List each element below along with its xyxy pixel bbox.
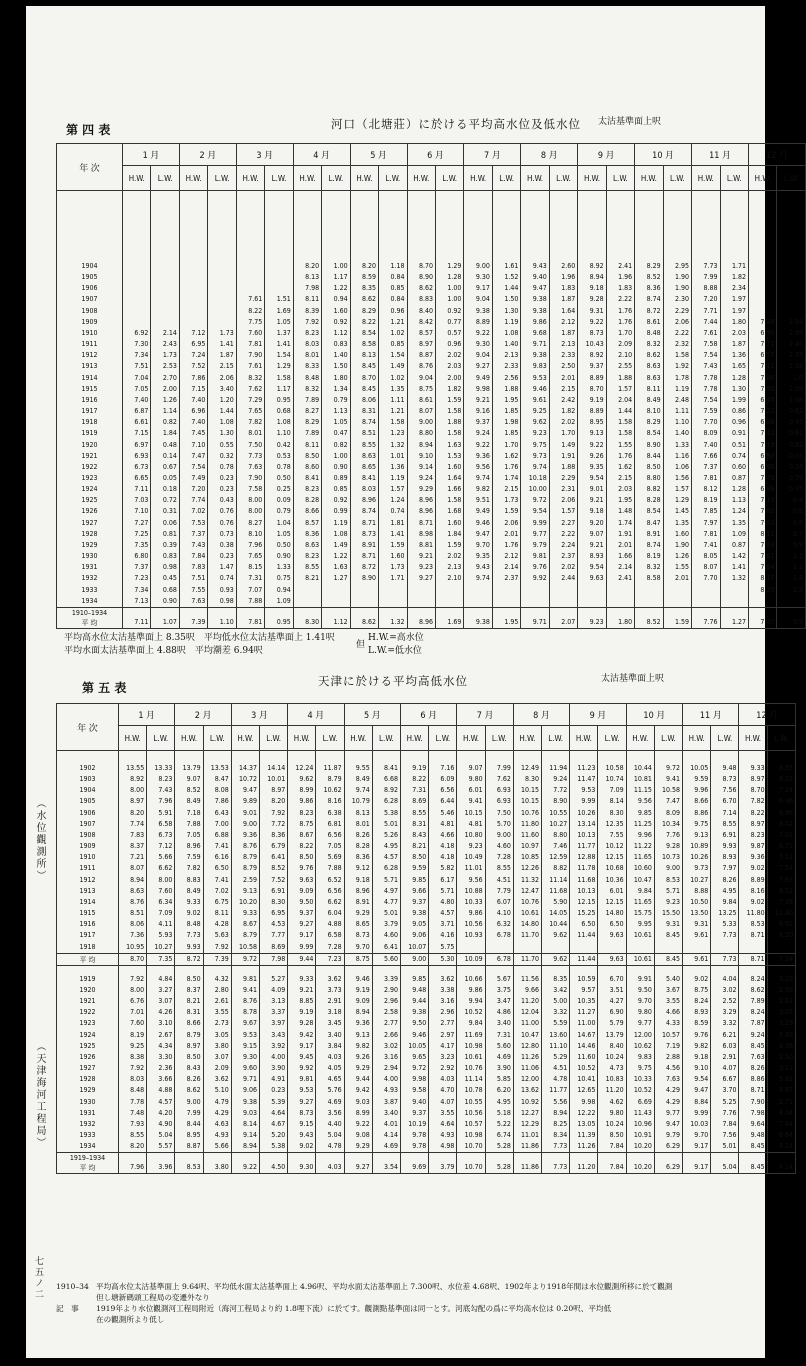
table5-value-column: 9.02 8.75 8.24 8.93 8.59 9.76 9.82 9.18 9.10 9.54 9.47 8.84 9.99 10.03 9.70 9.17: [683, 965, 711, 1153]
table4-value-column: 7.61 8.22 7.75 7.60 7.81 7.90 7.61 8.32 7.62 7.29 7.65 7.82 8.01 7.50 7.73 7.63 7.90 7.58 8.00 8.00 8.27 8.10 7.96 7.65 8.15 7.31 7.07 7.88: [236, 191, 264, 608]
table5-lw-header: L.W.: [485, 726, 513, 751]
table5-average-value: 11.70: [513, 953, 541, 965]
table5-month-header: 10 月: [626, 704, 682, 726]
table4-hw-header: H.W.: [748, 166, 776, 191]
table5-average-value: 9.17: [683, 1153, 711, 1174]
table4-hw-header: H.W.: [179, 166, 207, 191]
table4-value-column: 9.43 9.40 9.47 9.38 9.38 9.86 9.68 9.71 9.38 9.83 9.53 9.46 9.61 9.25 9.62 9.23 9.75 9.73 9.74 10.18 10.00 9.72 9.54 9.99 9.77 9.79 9.81 9.76 9.92: [521, 191, 549, 608]
table5-average-value: 10.20: [626, 1153, 654, 1174]
table5-value-column: 10.05 9.59 9.96 8.66 8.86 9.75 9.13 10.89 10.26 9.73 10.27 8.88 10.50 13.50 9.31 9.61: [683, 751, 711, 954]
table4-legend-hw: H.W.=高水位: [368, 633, 424, 643]
table5-hw-header: H.W.: [288, 726, 316, 751]
table4-value-column: 6.92 7.30 7.34 7.51 7.04 7.05 7.40 6.87 6.61 7.15 6.97 6.93 6.73 6.65 7.11 7.03 7.10 7.27 7.25 7.35 6.80 7.37 7.23 7.34 7.13: [123, 191, 151, 608]
table4-lw-header: L.W.: [720, 166, 748, 191]
table4-average-value: 1.32: [379, 607, 407, 628]
table4-value-column: 1.00 1.17 1.22 0.94 1.60 0.92 1.12 0.83 1.40 1.50 1.80 1.34 0.79 1.13 1.05 0.47 0.82 1.00 0.90 0.89 0.85 0.92 0.99 1.19 1.08 1.49 1.22 1.63 1.27: [322, 191, 350, 608]
table5-value-column: 12.49 8.30 10.15 10.15 10.76 11.80 11.60 10.97 10.85 12.26 11.32 12.47 10.76 10.61 14.80 11.70: [513, 751, 541, 954]
table5-average-value: 7.39: [203, 953, 231, 965]
table4-datum: 太沽基準面上呎: [598, 117, 662, 127]
table4-value-column: 7.12 6.95 7.24 7.52 7.86 7.15 7.40 6.96 7.40 7.45 7.10 7.47 7.54 7.49 7.20 7.74 7.02 7.53 7.37 7.43 7.84 7.83 7.51 7.55 7.63: [179, 191, 207, 608]
table5-value-column: 7.92 8.00 6.76 7.01 7.60 8.19 9.25 8.38 7.92 8.03 8.48 7.78 7.48 7.93 8.55 8.20: [119, 965, 147, 1153]
table4-lw-header: L.W.: [606, 166, 634, 191]
table5-hw-header: H.W.: [457, 726, 485, 751]
table5-month-header: 7 月: [457, 704, 513, 726]
table4-value-column: 2.60 1.96 1.83 1.87 1.64 2.12 1.87 2.13 2.33 2.50 2.01 2.15 2.42 1.82 2.02 1.70 1.49 1.91 1.88 2.29 2.31 2.06 1.57 2.27 2.22 2.24 2.37 2.02 2.44: [549, 191, 577, 608]
table4-month-header: 12 月: [748, 144, 805, 166]
footnote-line-4: 在の觀測所より低し: [96, 1315, 165, 1324]
table4-value-column: 8.20 8.13 7.98 8.11 8.39 7.92 8.23 8.03 8.01 8.33 8.48 8.32 7.89 8.27 8.29 7.89 8.11 8.50 8.60 8.41 8.23 8.28 8.66 8.57 8.36 8.63 8.23 8.55 8.21: [293, 191, 321, 608]
table5-month-header: 6 月: [401, 704, 457, 726]
table5-average-value: 4.50: [260, 1153, 288, 1174]
table5-average-value: 3.54: [372, 1153, 400, 1174]
table4-value-column: 7.73 7.99 8.88 7.20 7.71 7.44 7.61 7.58 7.54 7.43 7.78 7.78 7.54 7.59 7.70 8.09 7.40 7.66 7.37 7.81 8.12 8.19 7.85 7.97 7.81 7.41 8.05 8.07 7.70: [692, 191, 720, 608]
side-label-gauge: （水位觀測所）: [34, 798, 45, 882]
table5-average-value: 8.72: [175, 953, 203, 965]
table5-average-value: 8.45: [654, 953, 682, 965]
table5-average-value: 11.86: [513, 1153, 541, 1174]
table5-value-column: 11.56 9.66 11.20 12.04 11.00 10.47 12.80 11.26 11.06 12.00 13.62 10.92 12.27 12.29 11.01 11.86: [513, 965, 541, 1153]
table5-value-column: 9.91 9.50 9.70 9.80 9.77 12.00 10.62 9.83 9.75 10.33 10.52 6.69 11.43 10.96 10.91 10.20: [626, 965, 654, 1153]
table5-value-column: 10.66 9.86 9.94 10.52 9.84 11.69 10.98 10.61 10.76 11.14 10.78 10.55 10.56 10.57 10.98 10.70: [457, 965, 485, 1153]
table4-month-header: 10 月: [635, 144, 692, 166]
table4-title: 河口（北塘莊）に於ける平均高水位及低水位: [331, 117, 581, 131]
table4-value-column: 2.95 1.90 1.90 2.30 2.29 2.06 2.22 2.32 1.58 1.92 1.78 1.19 2.48 1.11 1.10 1.40 1.33 1.16 1.06 1.56 1.57 1.29 1.45 1.35 1.60 1.90 1.26 1.55 2.01: [663, 191, 691, 608]
table4-hw-header: H.W.: [635, 166, 663, 191]
table5-value-column: 9.48 8.73 7.56 6.70 7.14 8.55 6.91 9.93 8.93 7.97 8.26 4.95 9.84 13.25 5.33 7.73: [711, 751, 739, 954]
table5-average-value: 9.22: [231, 1153, 259, 1174]
table4-note-1: 平均高水位太沽基準面上 8.35呎 平均低水位太沽基準面上 1.41呎: [64, 633, 335, 643]
table4-lw-header: L.W.: [265, 166, 293, 191]
table4-average-value: 0.95: [265, 607, 293, 628]
table4-month-header: 1 月: [123, 144, 180, 166]
table4-hw-header: H.W.: [293, 166, 321, 191]
table5-average-value: 11.44: [570, 953, 598, 965]
table4-value-column: 8.20 8.59 8.35 8.62 8.29 8.22 8.54 8.58 8.13 8.45 8.70 8.45 8.06 8.31 8.74 8.51 8.55 8.63 8.65 8.41 8.03 8.96 8.74 8.71 8.73 8.91 8.71 8.72 8.90: [350, 191, 378, 608]
document-page: [26, 6, 803, 1358]
table5-average-value: 10.61: [626, 953, 654, 965]
table4-average-value: 9.71: [521, 607, 549, 628]
footnote-line-3: 記 事 1919年より水位觀測河工程局附近（海河工程局より約 1.8哩下流）に於てす。觀測點基準面は同一とす。河底勾配の爲に平均高水位は 0.20呎、平均低: [56, 1304, 612, 1313]
table4-month-header: 9 月: [578, 144, 635, 166]
table4-hw-header: H.W.: [521, 166, 549, 191]
table5-value-column: 9.55 8.49 9.74 10.79 8.13 8.01 8.26 8.28 8.36 9.12 9.18 8.96 8.91 9.29 8.65 8.73 9.70: [344, 751, 372, 954]
table5-average-value: 9.69: [401, 1153, 429, 1174]
table4-month-header: 11 月: [692, 144, 749, 166]
table5-year-list: 1902 1903 1904 1905 1906 1907 1908 1909 1910 1911 1912 1913 1914 1915 1916 1917 1918: [57, 751, 119, 954]
table5-hw-header: H.W.: [739, 726, 767, 751]
table5-value-column: 14.14 10.01 8.97 8.20 7.92 7.72 8.36 6.79 6.41 8.52 7.52 6.91 8.30 6.95 4.53 7.77 8.69: [260, 751, 288, 954]
table4-average-row: [57, 607, 806, 628]
table4-average-value: 1.95: [492, 607, 520, 628]
table5-average-value: 6.29: [654, 1153, 682, 1174]
table5-average-value: 9.44: [288, 953, 316, 965]
table5-value-column: 8.95 8.12 7.24 6.86 6.96 8.42 7.01 8.73 7.11 7.54 7.63 6.52 7.39 11.40 6.92 8.20: [767, 751, 795, 954]
table5-average-value: 9.27: [344, 1153, 372, 1174]
table4-average-value: 8.96: [407, 607, 435, 628]
table4-value-column: 7.48 6.99 7.71 6.75 7.11 7.66 7.55 6.45 7.22 6.98 7.42 7.19 6.80 6.95 7.70 6.89 7.13 7.62 7.63 8.12 7.63 7.61 7.64 8.17 8.20: [748, 191, 776, 608]
table4-value-column: 2.14 2.43 1.73 2.53 2.70 2.00 1.26 1.14 0.82 1.84 0.48 0.14 0.67 0.05 0.18 0.72 0.31 0.06 0.81 0.39 0.83 0.98 0.45 0.68 0.90: [151, 191, 179, 608]
table5-value-column: 9.07 9.80 6.01 9.41 10.15 4.81 10.80 9.23 10.49 11.01 9.56 10.88 10.33 9.86 10.56 10.93: [457, 751, 485, 954]
table4-legend-lw: L.W.=低水位: [368, 646, 422, 656]
table4-average-value: 2.07: [549, 607, 577, 628]
table4-hw-header: H.W.: [236, 166, 264, 191]
table4-value-column: 1.51 1.69 1.05 1.37 1.41 1.54 1.29 1.58 1.17 0.95 0.68 1.08 1.10 0.42 0.53 0.78 0.50 0.25 0.09 0.79 1.04 1.05 0.50 0.90 1.33 0.75 0.94 1.09: [265, 191, 293, 608]
table5-value-column: 9.72 9.41 10.58 7.47 8.09 10.34 7.76 9.28 10.73 9.00 8.53 5.71 9.23 15.50 9.31 8.45: [654, 751, 682, 954]
table5-month-header: 9 月: [570, 704, 626, 726]
table5-hw-header: H.W.: [175, 726, 203, 751]
table4-average-value: 8.62: [350, 607, 378, 628]
table5-value-column: 3.39 2.90 2.96 2.58 2.77 2.66 3.02 3.16 2.94 4.00 4.93 3.87 3.40 4.01 4.14 4.69: [372, 965, 400, 1153]
page-number: 七五ノ二: [33, 1256, 43, 1300]
table5-average-value: 4.14: [767, 1153, 795, 1174]
table5-average-value: 10.09: [457, 953, 485, 965]
table5-title: 天津に於ける平均高低水位: [318, 674, 468, 688]
table4-lw-header: L.W.: [435, 166, 463, 191]
table4-label: 第 四 表: [66, 123, 111, 137]
table5-value-column: 12.24 9.62 8.99 9.86 8.23 8.75 8.67 8.22 8.50 9.76 9.63 9.09 9.50 9.37 9.27 9.17 9.99: [288, 751, 316, 954]
table5-value-column: 9.85 9.48 9.44 9.38 9.50 9.46 10.05 9.65 9.72 9.98 9.58 9.40 9.37 10.19 9.78 9.78: [401, 965, 429, 1153]
table5-year-list: 1919 1920 1921 1922 1923 1924 1925 1926 1927 1928 1929 1930 1931 1932 1933 1934: [57, 965, 119, 1153]
table5-value-column: 13.53 8.47 8.08 7.86 6.43 7.00 6.88 7.41 6.16 6.50 7.41 7.02 6.75 8.11 4.28 5.63 7.92: [203, 751, 231, 954]
table5-average-value: 8.53: [175, 1153, 203, 1174]
table5-value-column: 3.62 3.38 3.16 2.96 2.77 2.97 4.17 3.23 2.92 4.03 4.70 4.07 3.55 4.64 4.93 4.98: [429, 965, 457, 1153]
table5-average-value: 7.34: [767, 953, 795, 965]
table5-hw-header: H.W.: [683, 726, 711, 751]
table4-average-value: 1.10: [208, 607, 236, 628]
table5-average-value: 8.45: [739, 1153, 767, 1174]
table5-value-column: 8.50 8.37 8.21 8.31 8.66 8.79 8.97 8.50 8.43 8.26 8.62 9.00 7.99 8.44 8.95 8.87: [175, 965, 203, 1153]
table5-month-header: 12 月: [739, 704, 796, 726]
table5-value-column: 8.35 3.42 5.00 3.32 5.59 13.60 11.10 5.29 4.51 4.78 11.77 5.56 8.94 8.25 8.34 7.73: [542, 965, 570, 1153]
table4-legend-prefix: 但: [356, 640, 366, 650]
table4-month-header: 8 月: [521, 144, 578, 166]
table5-hw-header: H.W.: [626, 726, 654, 751]
side-label-conservancy: （天津海河工程局）: [34, 1041, 45, 1149]
table4-hw-header: H.W.: [407, 166, 435, 191]
table5-value-column: 9.19 8.22 7.31 8.69 8.55 8.31 8.43 8.21 8.50 9.59 9.85 9.66 9.37 9.38 9.05 9.06 10.07: [401, 751, 429, 954]
table5-value-column: 14.37 10.72 9.47 9.89 9.01 9.00 9.36 8.76 8.79 8.79 2.59 9.13 10.20 9.33 8.67 8.79 10.58: [231, 751, 259, 954]
table5-month-header: 1 月: [119, 704, 175, 726]
table5-value-column: 9.33 8.97 8.70 7.82 8.22 8.97 8.23 9.87 9.36 9.02 8.89 8.16 9.02 11.80 8.53 8.71: [739, 751, 767, 954]
table5-average-value: 7.98: [260, 953, 288, 965]
table5-average-value: 5.60: [372, 953, 400, 965]
table4-lw-header: L.W.: [777, 166, 806, 191]
table4-value-column: 8.92 8.94 9.18 9.28 9.31 9.22 8.73 10.43 8.92 9.37 8.89 8.70 9.19 8.89 8.95 9.13 9.22 9.26 9.35 9.54 9.01 9.21 9.18 9.20 9.07 9.21 8.93 9.54 9.63: [578, 191, 606, 608]
table4-lw-header: L.W.: [208, 166, 236, 191]
table4-grid: [56, 143, 806, 629]
table5-average-row: [57, 953, 796, 965]
table4-value-column: 8.29 8.52 8.36 8.74 8.72 8.61 8.48 8.32 8.62 8.63 8.63 8.11 8.49 8.10 8.29 8.54 8.90 8.44 8.50 8.80 8.82 8.28 8.54 8.47 8.91 8.74 8.19 8.32 8.58: [635, 191, 663, 608]
table5-value-column: 13.55 8.92 8.00 8.97 8.20 7.74 7.83 8.37 7.21 8.07 8.94 8.63 8.76 8.51 8.06 7.36 10.95: [119, 751, 147, 954]
table4-hwlw-row: [57, 166, 806, 191]
table5-lw-header: L.W.: [203, 726, 231, 751]
table5-value-column: 11.94 9.24 7.72 8.90 10.55 10.27 8.80 7.46 12.59 8.82 11.14 11.68 5.90 14.05 10.44 9.62: [542, 751, 570, 954]
table5-average-value: 9.72: [231, 953, 259, 965]
table5-hw-header: H.W.: [344, 726, 372, 751]
table5-average-value: 4.03: [316, 1153, 344, 1174]
table5-value-column: 8.24 8.62 7.89 8.24 7.87 9.24 8.45 7.63 8.26 8.86 8.71 7.90 7.98 9.64 9.48 8.45: [739, 965, 767, 1153]
table4-average-value: 7.39: [179, 607, 207, 628]
table5-value-column: 7.16 6.09 6.56 6.44 5.46 4.81 4.66 4.18 4.18 5.82 6.17 5.71 4.80 4.57 3.71 4.16 5.75: [429, 751, 457, 954]
table4-year-list: 1904 1905 1906 1907 1908 1909 1910 1911 1912 1913 1914 1915 1916 1917 1918 1919 1920 1921 1922 1923 1924 1925 1926 1927 1928 1929 1930 1931 1932 1933 1934: [57, 191, 123, 608]
table4-average-value: 7.81: [236, 607, 264, 628]
table5-average-value: 9.00: [401, 953, 429, 965]
table4-month-header: 3 月: [236, 144, 293, 166]
table4-average-value: 9.38: [464, 607, 492, 628]
table4-lw-header: L.W.: [663, 166, 691, 191]
table5-month-header: 8 月: [513, 704, 569, 726]
table5-lw-header: L.W.: [316, 726, 344, 751]
table5-average-row: [57, 1153, 796, 1174]
table4-average-value: 9.23: [578, 607, 606, 628]
table4-year-header: 年 次: [57, 144, 123, 191]
table5-average-value: 7.73: [711, 953, 739, 965]
table4-month-header: 4 月: [293, 144, 350, 166]
table5-month-header: 4 月: [288, 704, 344, 726]
table5-average-value: 9.63: [598, 953, 626, 965]
table4-average-value: 1.07: [151, 607, 179, 628]
table4-average-label: 1910–1934 平 均: [57, 607, 123, 628]
table4-average-value: 1.80: [606, 607, 634, 628]
table5-value-column: 9.46 9.19 9.09 8.94 9.36 9.13 9.82 9.26 9.29 9.44 9.42 9.03 8.99 9.22 9.08 9.29: [344, 965, 372, 1153]
table5-data-body-a: [57, 751, 796, 954]
table5-average-value: 7.23: [316, 953, 344, 965]
table5-value-column: 3.62 3.73 2.91 3.18 3.45 3.40 3.84 4.03 4.05 4.65 5.76 4.69 3.56 4.40 5.04 4.78: [316, 965, 344, 1153]
table5-average-value: 7.84: [598, 1153, 626, 1174]
table5-value-column: 5.67 3.75 3.47 4.86 3.40 7.31 5.60 4.69 3.90 5.85 6.20 4.95 5.18 5.22 6.74 5.28: [485, 965, 513, 1153]
table4-lw-header: L.W.: [492, 166, 520, 191]
table4-value-column: 1.73 1.41 1.87 2.15 2.06 3.40 1.20 1.44 1.08 1.30 0.55 0.32 0.78 0.23 0.23 0.43 0.76 0.76 0.73 0.38 0.23 1.47 0.74 0.93 0.98: [208, 191, 236, 608]
table5-value-column: 5.40 3.67 3.55 4.66 4.33 10.57 7.19 2.88 4.56 7.63 4.29 4.29 9.77 9.47 9.79 6.29: [654, 965, 682, 1153]
table5-average-value: 9.30: [288, 1153, 316, 1174]
table4-average-value: 7.37: [748, 607, 776, 628]
table4-month-row: [57, 144, 806, 166]
table5-data-body-b: [57, 965, 796, 1153]
table4-value-column: 1.61 1.52 1.44 1.50 1.30 1.19 1.08 1.40 2.13 2.33 2.56 1.88 1.95 1.85 1.98 1.85 1.70 1.62 1.76 1.74 2.15 1.73 1.59 2.06 2.01 1.76 2.12 2.14 2.37: [492, 191, 520, 608]
table4-data-body: [57, 191, 806, 608]
table4-average-value: 8.52: [635, 607, 663, 628]
table4-average-value: 1.69: [435, 607, 463, 628]
table5-average-value: 3.96: [147, 1153, 175, 1174]
table5-value-column: 13.79 9.07 8.52 8.49 7.18 7.88 7.05 8.96 7.59 7.82 8.83 8.49 9.33 9.02 8.48 7.73 9.93: [175, 751, 203, 954]
table4-average-value: 1.59: [663, 607, 691, 628]
table5-value-column: 13.33 8.23 7.43 7.96 5.91 6.58 6.73 7.12 5.66 6.62 8.00 7.60 6.34 7.09 4.11 5.93 10.27: [147, 751, 175, 954]
table5-value-column: 10.59 9.57 10.35 11.27 11.00 14.67 14.46 11.60 10.52 10.41 12.65 9.98 12.22 13.05 11.39 11.26: [570, 965, 598, 1153]
table5-lw-header: L.W.: [542, 726, 570, 751]
table5-value-column: 3.29 2.98 2.62 3.05 3.29 5.89 4.36 2.50 3.13 5.82 4.87 2.71 4.04 7.94 6.64 4.14: [767, 965, 795, 1153]
table5-average-value: 7.35: [147, 953, 175, 965]
table5-average-value: 9.62: [542, 953, 570, 965]
table4-value-column: 8.70 8.90 8.62 8.83 8.40 8.42 8.57 8.97 8.87 8.76 9.04 8.75 8.61 8.07 9.00 8.80 8.94 9.10 9.14 9.24 9.29 8.96 8.96 8.71 8.98 8.81 9.21 9.23 9.27: [407, 191, 435, 608]
table4-value-column: 1.94 1.98 2.45 1.78 1.16 1.0 1.09 1.08 0.62 0.45 0.61 0.82 0.03 0.18 0.79 0.35 0.4 0.6 0.6 0.7 0.9 1.1 1.1 1.4 1.4: [777, 191, 806, 608]
table5-value-column: 11.87 8.79 10.62 8.16 6.38 6.81 6.56 7.05 5.69 7.88 6.52 6.56 6.62 6.04 4.88 6.58 7.28: [316, 751, 344, 954]
table5-lw-header: L.W.: [260, 726, 288, 751]
table4-note-2: 平均水面太沽基準面上 4.88呎 平均潮差 6.94呎: [64, 646, 263, 656]
table5-value-column: 9.33 9.21 8.85 9.19 9.28 9.42 9.17 9.45 9.92 9.81 9.53 9.27 8.73 9.15 9.43 9.02: [288, 965, 316, 1153]
table5-average-value: 9.61: [683, 953, 711, 965]
table5-lw-header: L.W.: [372, 726, 400, 751]
table4-hw-header: H.W.: [123, 166, 151, 191]
table4-hw-header: H.W.: [692, 166, 720, 191]
table5-average-value: 3.80: [203, 1153, 231, 1174]
table5-month-header: 5 月: [344, 704, 400, 726]
table5-month-header: 2 月: [175, 704, 231, 726]
table5-average-value: 5.28: [485, 1153, 513, 1174]
table4-value-column: 1.71 1.82 2.34 1.97 1.97 1.80 2.03 1.87 1.36 1.65 1.28 1.30 1.99 0.86 0.96 0.91 0.51 0.74 0.60 0.87 1.28 1.13 1.24 1.35 1.09 0.87 1.42 1.41 1.32: [720, 191, 748, 608]
table4-value-column: 9.00 9.30 9.17 9.04 9.38 8.89 9.22 9.30 9.04 9.27 9.49 9.98 9.21 9.16 9.37 9.24 9.22 9.36 9.56 9.74 9.82 9.51 9.49 9.46 9.47 9.70 9.35 9.43 9.74: [464, 191, 492, 608]
table5-value-column: 4.84 3.27 3.07 4.26 3.10 2.67 4.34 3.30 2.36 3.66 4.88 4.57 4.20 4.90 5.04 5.57: [147, 965, 175, 1153]
table5-value-column: 5.27 4.09 3.13 3.37 3.97 3.43 3.92 4.00 3.90 4.91 0.23 5.39 4.64 4.67 5.20 5.38: [260, 965, 288, 1153]
table5-hwlw-row: [57, 726, 796, 751]
table5-average-value: 8.70: [119, 953, 147, 965]
table5-average-value: 10.70: [457, 1153, 485, 1174]
table4-average-value: 7.76: [692, 607, 720, 628]
table5-average-value: 7.96: [119, 1153, 147, 1174]
table5-value-column: 6.70 3.51 4.27 6.90 5.79 13.79 8.40 10.24 4.73 10.83 11.20 4.62 9.80 10.24 8.50 7.84: [598, 965, 626, 1153]
table4-lw-header: L.W.: [549, 166, 577, 191]
table5-value-column: 10.44 10.81 11.15 9.56 9.85 11.25 9.96 11.22 11.65 10.60 10.47 9.84 11.65 15.75 9.95 10.61: [626, 751, 654, 954]
table4-hw-header: H.W.: [464, 166, 492, 191]
table5-value-column: 4.32 2.80 2.61 3.55 2.73 3.05 3.80 3.07 2.09 3.62 5.10 4.79 4.29 4.63 4.93 5.66: [203, 965, 231, 1153]
table5-year-header: 年 次: [57, 704, 119, 751]
table4-value-column: 1.18 0.84 0.85 0.84 0.96 1.21 1.02 0.85 1.54 1.49 1.02 1.35 1.11 1.21 1.58 1.23 1.32 1.01 1.36 1.19 1.57 1.24 0.74 1.81 1.41 1.59 1.60 1.73 1.71: [379, 191, 407, 608]
table5-value-column: 7.99 7.62 6.93 6.93 7.50 5.70 9.00 4.60 7.28 8.55 4.51 7.79 6.07 4.10 6.32 6.78: [485, 751, 513, 954]
table4-average-value: 8.30: [293, 607, 321, 628]
table5-value-column: 4.04 3.02 2.52 3.29 3.32 6.21 6.03 2.91 4.07 6.67 3.70 5.25 7.76 7.84 7.56 5.01: [711, 965, 739, 1153]
table5-lw-header: L.W.: [598, 726, 626, 751]
table5-average-value: 8.75: [344, 953, 372, 965]
table5-value-column: 9.81 9.41 8.76 8.78 9.67 9.53 9.15 9.30 9.60 9.71 9.06 9.38 9.03 8.14 9.14 8.94: [231, 965, 259, 1153]
table4-average-value: 1.12: [322, 607, 350, 628]
table5-footnotes: [56, 1281, 672, 1325]
table5-average-value: 6.78: [485, 953, 513, 965]
table5-month-row: [57, 704, 796, 726]
table5-lw-header: L.W.: [711, 726, 739, 751]
table5-hw-header: H.W.: [513, 726, 541, 751]
table5-average-label: 1919–1934 平 均: [57, 1153, 119, 1174]
table4-hw-header: H.W.: [578, 166, 606, 191]
table4-lw-header: L.W.: [151, 166, 179, 191]
table5-hw-header: H.W.: [119, 726, 147, 751]
table4-value-column: 1.29 1.28 1.00 1.00 0.92 0.77 0.57 0.96 2.02 2.03 2.00 1.82 1.59 1.58 1.88 1.58 1.63 1.53 1.60 1.64 1.66 1.58 1.68 1.60 1.84 1.59 2.02 2.13 2.10: [435, 191, 463, 608]
table5-value-column: 11.23 11.47 9.53 9.99 10.26 13.14 10.13 11.77 12.88 11.78 11.68 10.13 12.15 15.25 6.50 11.44: [570, 751, 598, 954]
table4-lw-header: L.W.: [379, 166, 407, 191]
table5-datum: 太沽基準面上呎: [601, 674, 665, 684]
table5-average-value: 8.71: [739, 953, 767, 965]
table5-month-header: 11 月: [683, 704, 739, 726]
table5-value-column: 8.41 6.68 8.92 6.28 5.38 5.01 5.26 4.95 4.57 6.28 5.71 4.97 4.77 5.01 3.79 4.60 6.41: [372, 751, 400, 954]
table5-lw-header: L.W.: [767, 726, 795, 751]
table5-average-value: 7.73: [542, 1153, 570, 1174]
table5-average-value: 5.30: [429, 953, 457, 965]
table5-hw-header: H.W.: [570, 726, 598, 751]
table5-label: 第 五 表: [82, 681, 127, 695]
table4-average-value: 0.9: [777, 607, 806, 628]
table5-average-label: 平 均: [57, 953, 119, 965]
table4-month-header: 5 月: [350, 144, 407, 166]
table5-lw-header: L.W.: [429, 726, 457, 751]
footnote-line-2: 但し塘新碼頭工程局の変遷外なり: [96, 1293, 210, 1302]
table5-value-column: 10.58 10.74 7.09 8.14 8.30 12.35 7.55 10.12 12.15 10.68 10.36 6.01 12.15 14.80 6.50 9.63: [598, 751, 626, 954]
table4-average-value: 7.11: [123, 607, 151, 628]
table4-value-column: 2.41 1.96 1.83 2.22 1.76 1.76 1.70 2.09 2.10 2.55 1.88 1.57 2.04 1.44 1.58 1.58 1.55 1.76 1.62 2.15 2.03 1.95 1.48 1.74 1.91 2.01 1.66 2.14 2.41: [606, 191, 634, 608]
table5-lw-header: L.W.: [654, 726, 682, 751]
table5-average-value: 11.20: [570, 1153, 598, 1174]
table5-average-value: 5.04: [711, 1153, 739, 1174]
table4-average-value: 1.27: [720, 607, 748, 628]
table5-lw-header: L.W.: [147, 726, 175, 751]
table5-hw-header: H.W.: [231, 726, 259, 751]
table4-hw-header: H.W.: [350, 166, 378, 191]
table4-month-header: 6 月: [407, 144, 464, 166]
table4-lw-header: L.W.: [322, 166, 350, 191]
table4-month-header: 2 月: [179, 144, 236, 166]
footnote-line-1: 1910–34 平均高水位太沽基準面上 9.64呎、平均低水面太沽基準面上 4.96呎、平均水面太沽基準面上 7.300呎、水位差 4.68呎、1902年より1918年間は水位觀測所移に於て觀測: [56, 1282, 673, 1291]
table5-average-value: 3.79: [429, 1153, 457, 1174]
table5-month-header: 3 月: [231, 704, 287, 726]
table5-hw-header: H.W.: [401, 726, 429, 751]
table5-grid: [56, 703, 796, 1174]
table4-month-header: 7 月: [464, 144, 521, 166]
